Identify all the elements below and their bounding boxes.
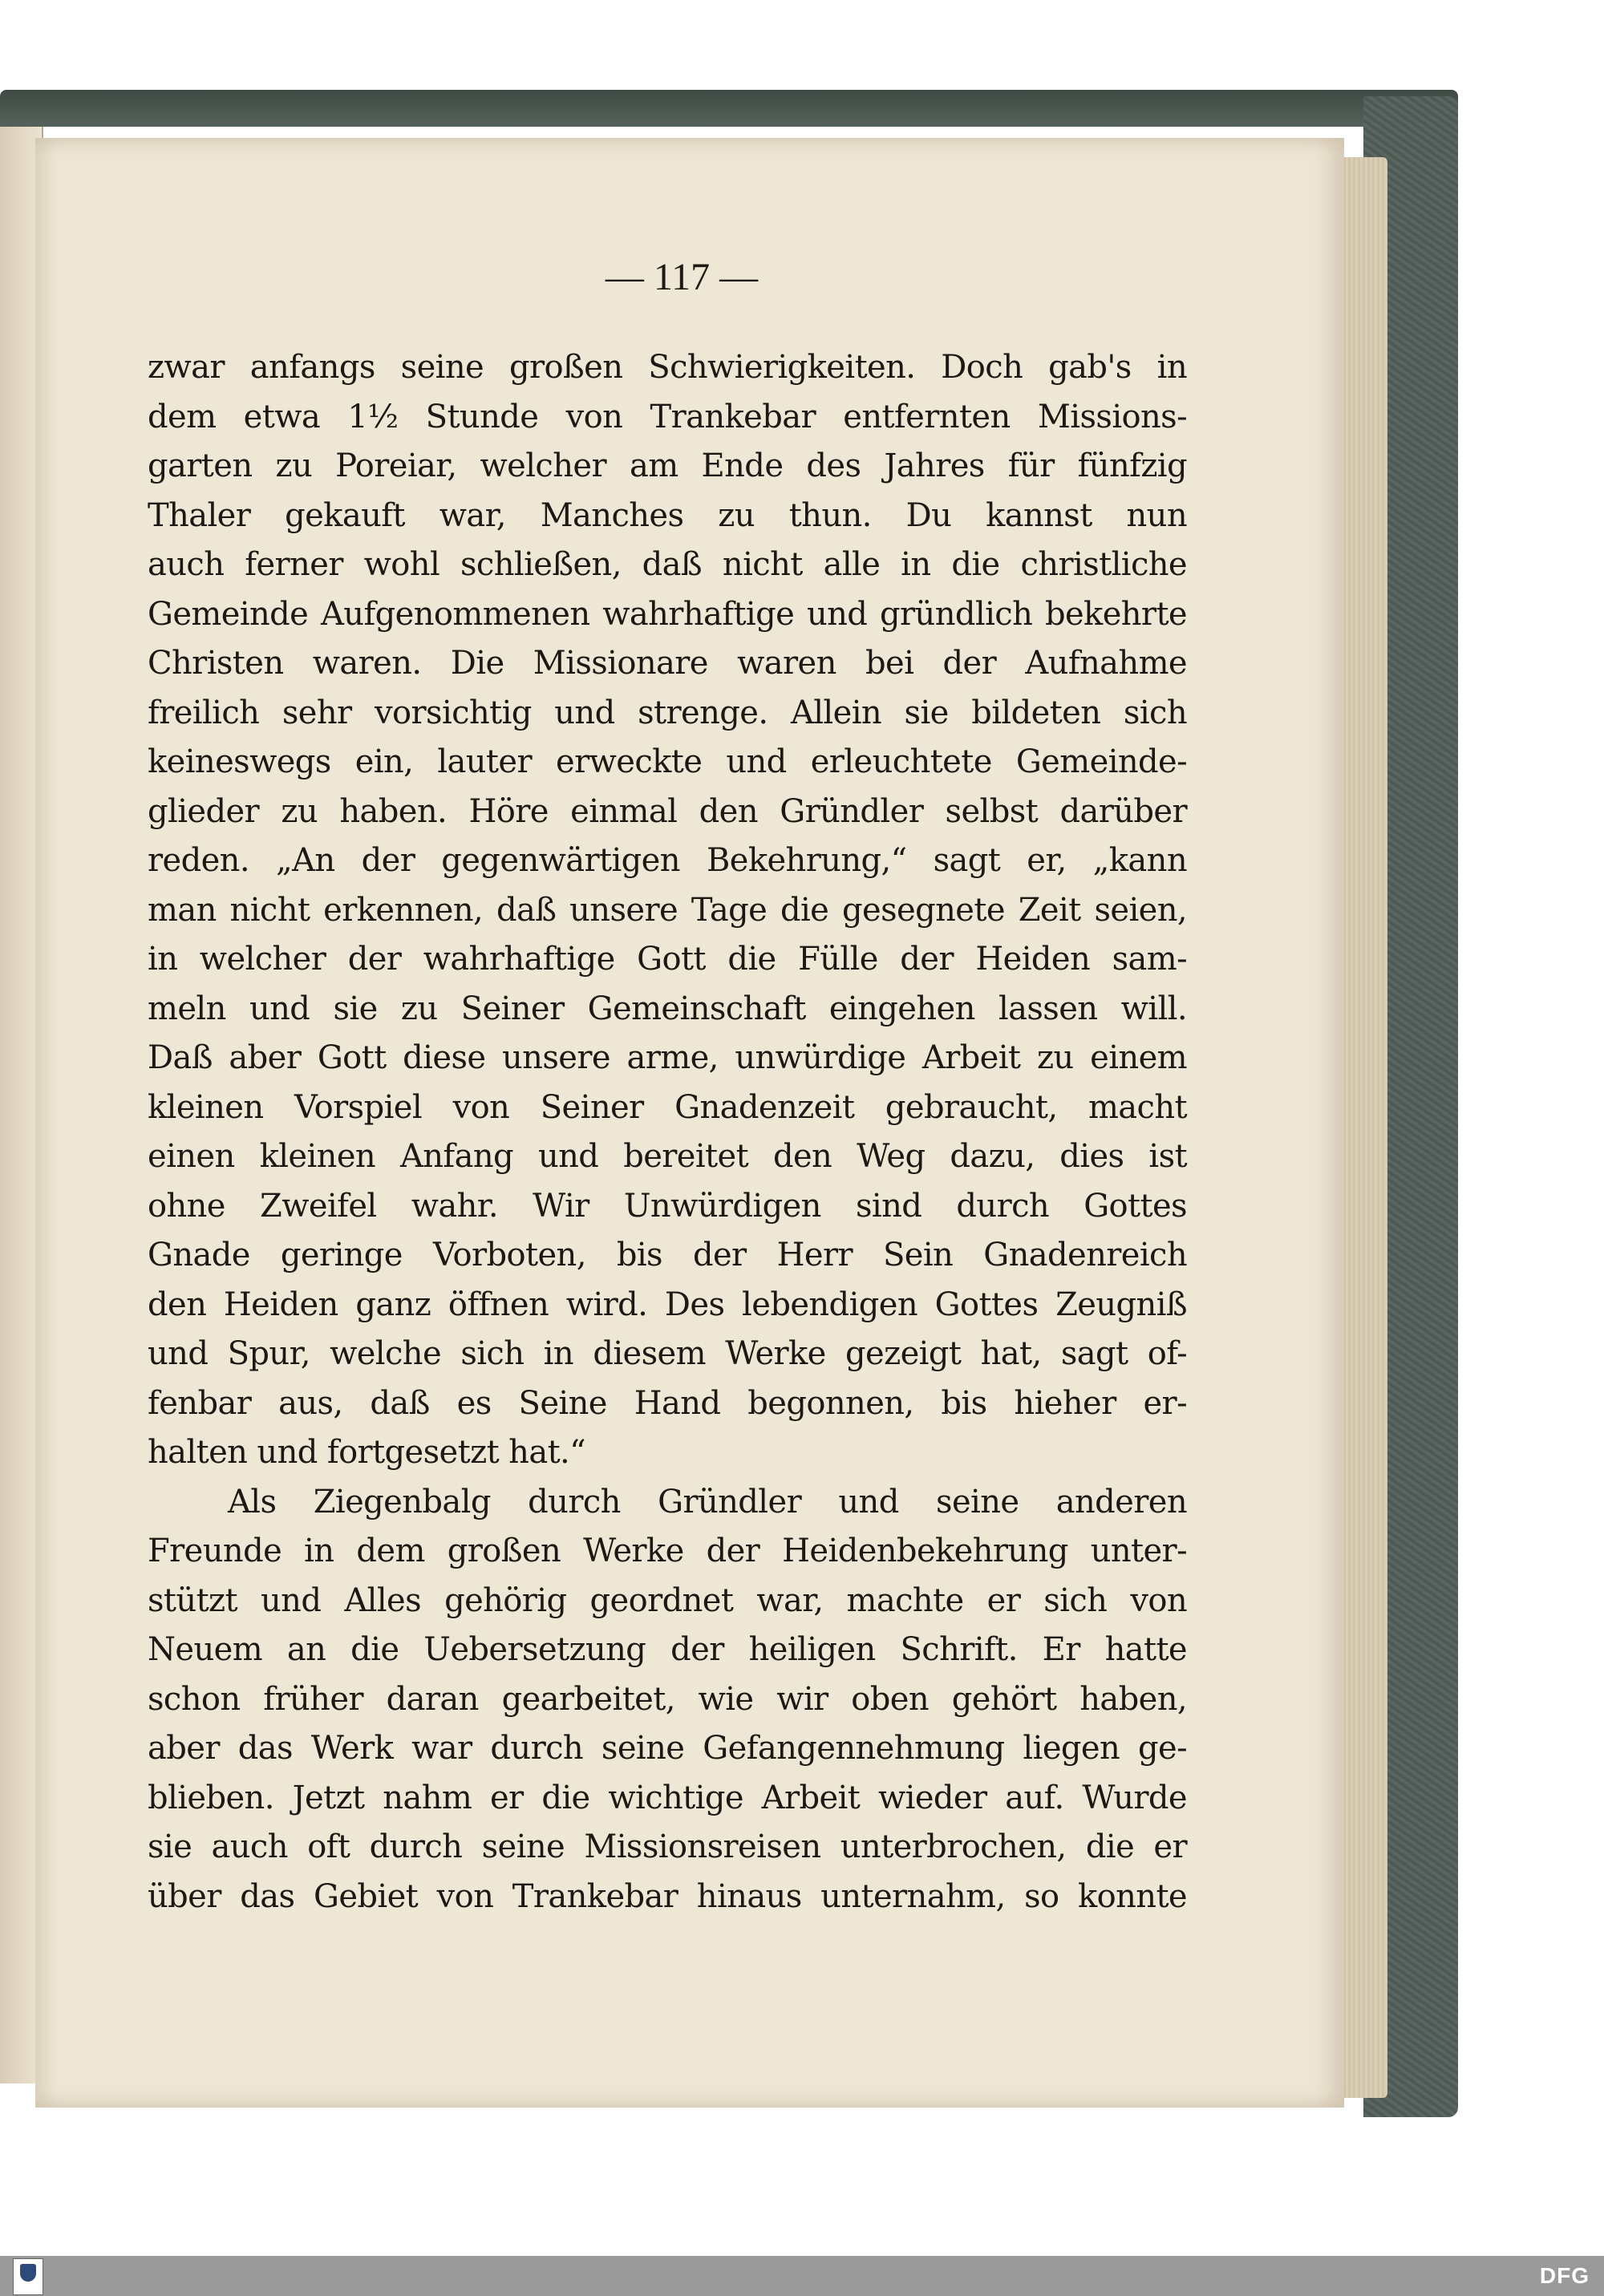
text-line: glieder zu haben. Höre einmal den Gründler selbst darüber — [148, 792, 1187, 830]
book-cover-top-edge — [0, 90, 1458, 127]
page-stack-edges — [1338, 157, 1387, 2098]
text-line: reden. „An der gegenwärtigen Bekehrung,“ sagt er, „kann — [148, 842, 1187, 879]
text-line: garten zu Poreiar, welcher am Ende des Jahres für fünfzig — [148, 447, 1187, 484]
text-line: Als Ziegenbalg durch Gründler und seine anderen — [228, 1483, 1187, 1521]
text-line: blieben. Jetzt nahm er die wichtige Arbeit wieder auf. Wurde — [148, 1779, 1187, 1816]
text-line: schon früher daran gearbeitet, wie wir oben gehört haben, — [148, 1680, 1187, 1718]
text-line: Gnade geringe Vorboten, bis der Herr Sein Gnadenreich — [148, 1237, 1187, 1274]
text-line: Thaler gekauft war, Manches zu thun. Du kannst nun — [148, 496, 1187, 534]
text-line: fenbar aus, daß es Seine Hand begonnen, bis hieher er- — [148, 1384, 1187, 1422]
text-line: dem etwa 1½ Stunde von Trankebar entfernten Missions- — [148, 398, 1187, 435]
text-line: sie auch oft durch seine Missionsreisen unterbrochen, die er — [148, 1828, 1187, 1865]
body-text — [148, 343, 1187, 1921]
text-line: Neuem an die Uebersetzung der heiligen Schrift. Er hatte — [148, 1631, 1187, 1668]
text-line: in welcher der wahrhaftige Gott die Fülle der Heiden sam- — [148, 941, 1187, 978]
text-line: kleinen Vorspiel von Seiner Gnadenzeit gebraucht, macht — [148, 1088, 1187, 1126]
text-line: stützt und Alles gehörig geordnet war, machte er sich von — [148, 1581, 1187, 1619]
text-line: keineswegs ein, lauter erweckte und erleuchtete Gemeinde- — [148, 743, 1187, 780]
text-line: man nicht erkennen, daß unsere Tage die gesegnete Zeit seien, — [148, 891, 1187, 929]
library-logo-icon — [13, 2258, 43, 2295]
text-line: meln und sie zu Seiner Gemeinschaft eingehen lassen will. — [148, 990, 1187, 1027]
text-line: einen kleinen Anfang und bereitet den Weg dazu, dies ist — [148, 1138, 1187, 1175]
text-line: Daß aber Gott diese unsere arme, unwürdige Arbeit zu einem — [148, 1039, 1187, 1076]
text-line: über das Gebiet von Trankebar hinaus unternahm, so konnte — [148, 1877, 1187, 1915]
text-line: den Heiden ganz öffnen wird. Des lebendigen Gottes Zeugniß — [148, 1286, 1187, 1323]
text-line: und Spur, welche sich in diesem Werke gezeigt hat, sagt of- — [148, 1335, 1187, 1372]
text-line: halten und fortgesetzt hat.“ — [148, 1434, 586, 1471]
text-line: Freunde in dem großen Werke der Heidenbekehrung unter- — [148, 1533, 1187, 1569]
text-line: zwar anfangs seine großen Schwierigkeiten. Doch gab's in — [148, 349, 1187, 386]
text-line: aber das Werk war durch seine Gefangennehmung liegen ge- — [148, 1730, 1187, 1767]
viewer-footer-bar — [0, 2256, 1604, 2296]
text-line: Gemeinde Aufgenommenen wahrhaftige und gründlich bekehrte — [148, 595, 1187, 633]
text-line: Christen waren. Die Missionare waren bei der Aufnahme — [148, 645, 1187, 682]
text-line: auch ferner wohl schließen, daß nicht alle in die christliche — [148, 546, 1187, 583]
page-number: — 117 — — [605, 256, 759, 298]
text-line: freilich sehr vorsichtig und strenge. Allein sie bildeten sich — [148, 694, 1187, 731]
text-line: ohne Zweifel wahr. Wir Unwürdigen sind durch Gottes — [148, 1187, 1187, 1225]
dfg-logo: DFG — [1539, 2263, 1590, 2288]
